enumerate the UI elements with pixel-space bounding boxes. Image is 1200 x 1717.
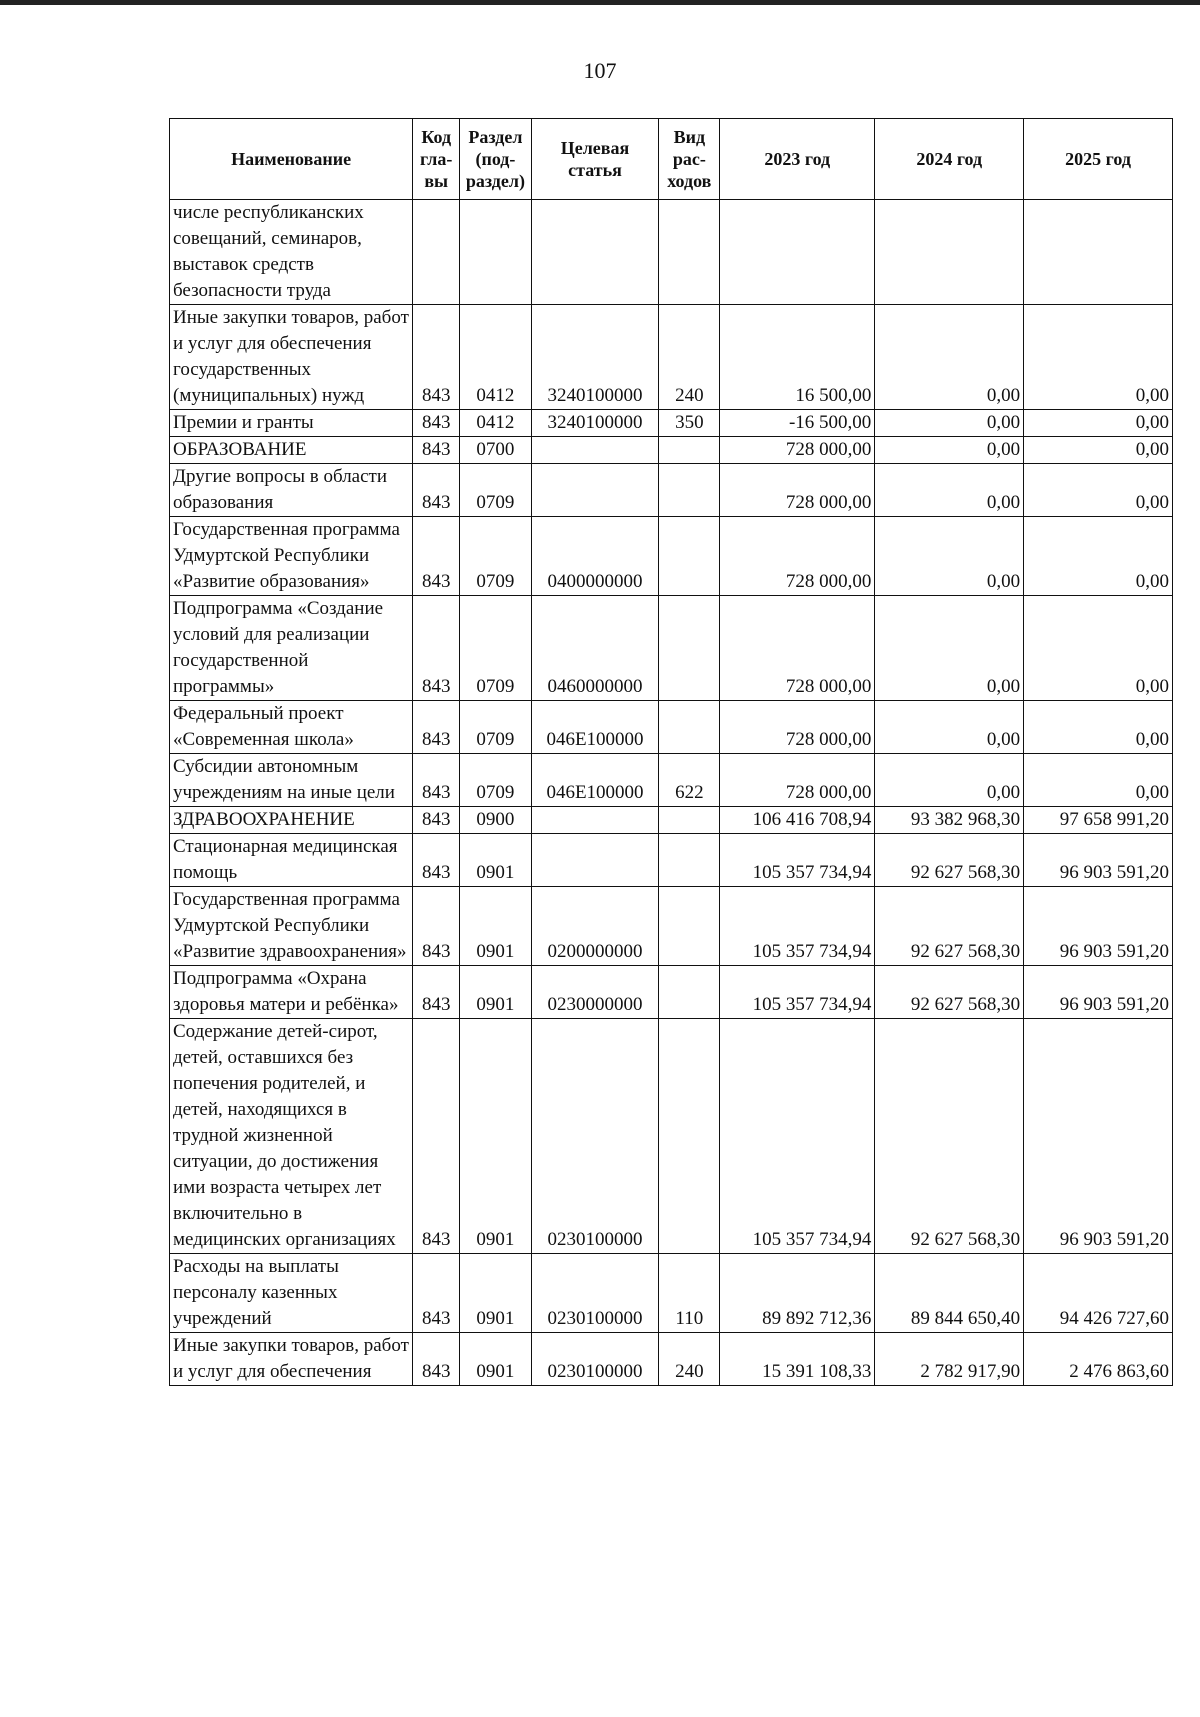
- table-row: [170, 305, 1173, 410]
- cell-section: [460, 200, 531, 305]
- cell-2025: 96 903 591,20: [1024, 966, 1173, 1019]
- cell-2024: 0,00: [875, 305, 1024, 410]
- cell-target: 0200000000: [531, 887, 659, 966]
- table-row: [170, 596, 1173, 701]
- cell-target: [531, 437, 659, 464]
- cell-section: 0709: [460, 517, 531, 596]
- table-row: [170, 966, 1173, 1019]
- cell-2024: 89 844 650,40: [875, 1254, 1024, 1333]
- cell-type: 240: [659, 1333, 720, 1386]
- cell-chapter: 843: [413, 517, 460, 596]
- cell-chapter: 843: [413, 305, 460, 410]
- table-row: [170, 464, 1173, 517]
- cell-name: числе республиканских совещаний, семинаров, выставок средств безопасности труда: [170, 200, 413, 305]
- cell-target: [531, 464, 659, 517]
- cell-chapter: 843: [413, 596, 460, 701]
- cell-2024: 0,00: [875, 464, 1024, 517]
- cell-name: Федеральный проект «Современная школа»: [170, 701, 413, 754]
- cell-2025: 97 658 991,20: [1024, 807, 1173, 834]
- cell-2024: 92 627 568,30: [875, 887, 1024, 966]
- cell-section: 0709: [460, 701, 531, 754]
- table-row: [170, 807, 1173, 834]
- cell-chapter: [413, 200, 460, 305]
- page-number: 107: [583, 58, 617, 83]
- table-row: [170, 200, 1173, 305]
- cell-section: 0412: [460, 305, 531, 410]
- cell-section: 0412: [460, 410, 531, 437]
- cell-target: 0230100000: [531, 1019, 659, 1254]
- cell-name: ЗДРАВООХРАНЕНИЕ: [170, 807, 413, 834]
- cell-target: [531, 807, 659, 834]
- cell-chapter: 843: [413, 410, 460, 437]
- cell-chapter: 843: [413, 834, 460, 887]
- cell-section: 0700: [460, 437, 531, 464]
- cell-2023: -16 500,00: [720, 410, 875, 437]
- table-body: [170, 200, 1173, 1386]
- cell-target: 0230100000: [531, 1254, 659, 1333]
- table-row: [170, 1019, 1173, 1254]
- cell-2023: 105 357 734,94: [720, 1019, 875, 1254]
- header-name: Наименование: [170, 119, 413, 200]
- cell-2024: 0,00: [875, 437, 1024, 464]
- cell-name: ОБРАЗОВАНИЕ: [170, 437, 413, 464]
- table-row: [170, 437, 1173, 464]
- cell-2025: 94 426 727,60: [1024, 1254, 1173, 1333]
- cell-2023: 105 357 734,94: [720, 834, 875, 887]
- cell-2024: 92 627 568,30: [875, 834, 1024, 887]
- cell-name: Другие вопросы в области образования: [170, 464, 413, 517]
- table-row: [170, 517, 1173, 596]
- cell-target: 0460000000: [531, 596, 659, 701]
- header-2024: 2024 год: [875, 119, 1024, 200]
- cell-section: 0901: [460, 1254, 531, 1333]
- cell-2024: 2 782 917,90: [875, 1333, 1024, 1386]
- cell-2025: 0,00: [1024, 701, 1173, 754]
- cell-2025: 0,00: [1024, 596, 1173, 701]
- cell-2023: 728 000,00: [720, 464, 875, 517]
- cell-chapter: 843: [413, 807, 460, 834]
- cell-name: Премии и гранты: [170, 410, 413, 437]
- cell-chapter: 843: [413, 701, 460, 754]
- cell-target: 0230000000: [531, 966, 659, 1019]
- table-row: [170, 701, 1173, 754]
- cell-2023: 105 357 734,94: [720, 887, 875, 966]
- cell-2023: 728 000,00: [720, 701, 875, 754]
- cell-chapter: 843: [413, 966, 460, 1019]
- cell-target: 3240100000: [531, 410, 659, 437]
- cell-2025: 96 903 591,20: [1024, 1019, 1173, 1254]
- header-chapter-code: Код гла-вы: [413, 119, 460, 200]
- scan-top-edge: [0, 0, 1200, 5]
- cell-2023: 728 000,00: [720, 596, 875, 701]
- cell-2023: 16 500,00: [720, 305, 875, 410]
- table-row: [170, 887, 1173, 966]
- cell-2023: [720, 200, 875, 305]
- cell-section: 0901: [460, 834, 531, 887]
- cell-name: Подпрограмма «Охрана здоровья матери и ребёнка»: [170, 966, 413, 1019]
- cell-section: 0709: [460, 596, 531, 701]
- table-row: [170, 410, 1173, 437]
- cell-name: Содержание детей-сирот, детей, оставшихся без попечения родителей, и детей, находящихся в трудной жизненной ситуации, до достижения ими возраста четырех лет включительно в медицинских организациях: [170, 1019, 413, 1254]
- cell-section: 0901: [460, 887, 531, 966]
- cell-type: [659, 200, 720, 305]
- table-row: [170, 1254, 1173, 1333]
- cell-chapter: 843: [413, 754, 460, 807]
- cell-name: Государственная программа Удмуртской Республики «Развитие здравоохранения»: [170, 887, 413, 966]
- cell-2024: 92 627 568,30: [875, 1019, 1024, 1254]
- cell-type: [659, 966, 720, 1019]
- cell-2025: 96 903 591,20: [1024, 887, 1173, 966]
- cell-2025: 0,00: [1024, 437, 1173, 464]
- budget-table: [169, 118, 1173, 1386]
- cell-chapter: 843: [413, 1333, 460, 1386]
- cell-target: 046Е100000: [531, 701, 659, 754]
- cell-2025: 0,00: [1024, 464, 1173, 517]
- cell-section: 0901: [460, 1019, 531, 1254]
- cell-target: [531, 200, 659, 305]
- cell-2025: 0,00: [1024, 305, 1173, 410]
- header-target-article: Целевая статья: [531, 119, 659, 200]
- cell-type: [659, 517, 720, 596]
- cell-type: [659, 1019, 720, 1254]
- cell-type: 240: [659, 305, 720, 410]
- cell-2023: 15 391 108,33: [720, 1333, 875, 1386]
- cell-2024: 92 627 568,30: [875, 966, 1024, 1019]
- cell-name: Подпрограмма «Создание условий для реализации государственной программы»: [170, 596, 413, 701]
- cell-chapter: 843: [413, 464, 460, 517]
- cell-name: Расходы на выплаты персоналу казенных учреждений: [170, 1254, 413, 1333]
- cell-chapter: 843: [413, 887, 460, 966]
- cell-type: [659, 596, 720, 701]
- cell-type: [659, 834, 720, 887]
- cell-2024: 0,00: [875, 754, 1024, 807]
- cell-target: 046Е100000: [531, 754, 659, 807]
- cell-type: [659, 437, 720, 464]
- cell-2023: 728 000,00: [720, 517, 875, 596]
- cell-section: 0900: [460, 807, 531, 834]
- cell-name: Иные закупки товаров, работ и услуг для обеспечения: [170, 1333, 413, 1386]
- cell-2025: 96 903 591,20: [1024, 834, 1173, 887]
- cell-2024: 0,00: [875, 701, 1024, 754]
- cell-target: 0400000000: [531, 517, 659, 596]
- header-2025: 2025 год: [1024, 119, 1173, 200]
- table-row: [170, 1333, 1173, 1386]
- cell-name: Стационарная медицинская помощь: [170, 834, 413, 887]
- cell-2025: [1024, 200, 1173, 305]
- cell-2025: 2 476 863,60: [1024, 1333, 1173, 1386]
- cell-chapter: 843: [413, 1254, 460, 1333]
- cell-2023: 105 357 734,94: [720, 966, 875, 1019]
- cell-2024: 0,00: [875, 410, 1024, 437]
- cell-section: 0901: [460, 1333, 531, 1386]
- cell-2024: 0,00: [875, 596, 1024, 701]
- cell-type: [659, 701, 720, 754]
- table-header-row: [170, 119, 1173, 200]
- cell-chapter: 843: [413, 1019, 460, 1254]
- header-expense-type: Вид рас-ходов: [659, 119, 720, 200]
- table-row: [170, 834, 1173, 887]
- cell-section: 0709: [460, 464, 531, 517]
- cell-2025: 0,00: [1024, 410, 1173, 437]
- cell-name: Субсидии автономным учреждениям на иные цели: [170, 754, 413, 807]
- cell-2025: 0,00: [1024, 754, 1173, 807]
- cell-section: 0709: [460, 754, 531, 807]
- cell-name: Иные закупки товаров, работ и услуг для обеспечения государственных (муниципальных) нужд: [170, 305, 413, 410]
- cell-target: [531, 834, 659, 887]
- cell-type: 350: [659, 410, 720, 437]
- header-2023: 2023 год: [720, 119, 875, 200]
- cell-type: 110: [659, 1254, 720, 1333]
- cell-target: 0230100000: [531, 1333, 659, 1386]
- cell-2024: [875, 200, 1024, 305]
- cell-2024: 0,00: [875, 517, 1024, 596]
- cell-2023: 728 000,00: [720, 754, 875, 807]
- table-row: [170, 754, 1173, 807]
- cell-target: 3240100000: [531, 305, 659, 410]
- cell-2024: 93 382 968,30: [875, 807, 1024, 834]
- cell-type: [659, 887, 720, 966]
- cell-2025: 0,00: [1024, 517, 1173, 596]
- cell-type: [659, 464, 720, 517]
- header-section: Раздел (под-раздел): [460, 119, 531, 200]
- cell-type: 622: [659, 754, 720, 807]
- cell-type: [659, 807, 720, 834]
- cell-chapter: 843: [413, 437, 460, 464]
- cell-section: 0901: [460, 966, 531, 1019]
- cell-name: Государственная программа Удмуртской Республики «Развитие образования»: [170, 517, 413, 596]
- cell-2023: 89 892 712,36: [720, 1254, 875, 1333]
- cell-2023: 728 000,00: [720, 437, 875, 464]
- cell-2023: 106 416 708,94: [720, 807, 875, 834]
